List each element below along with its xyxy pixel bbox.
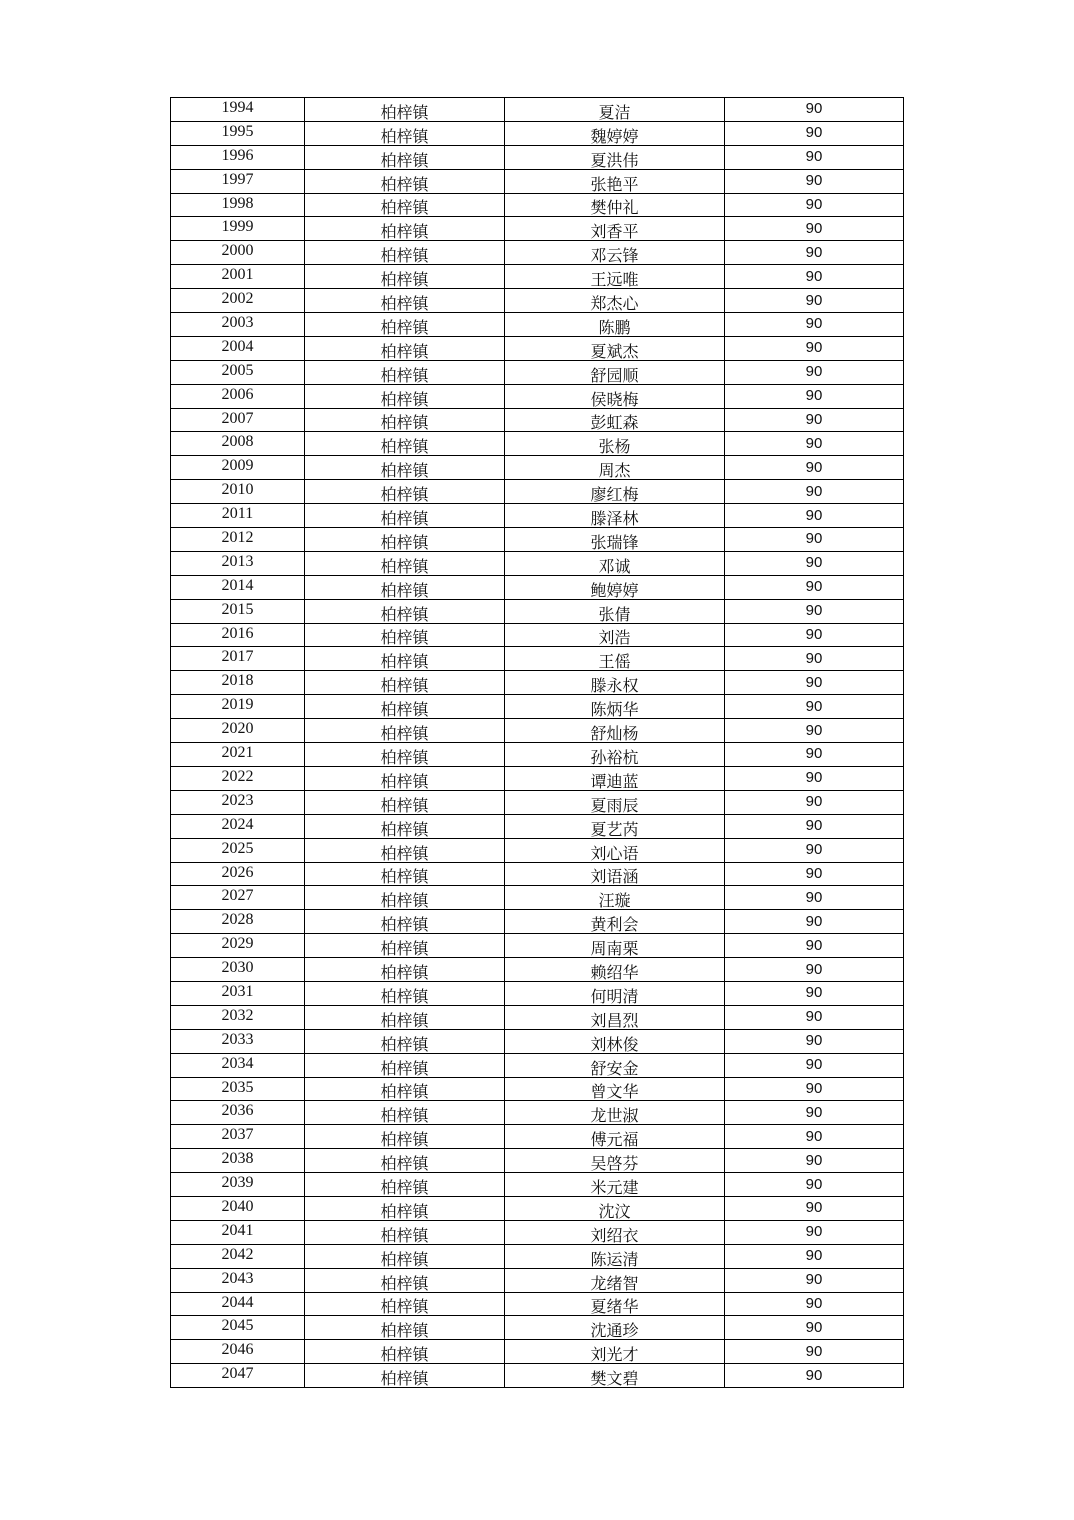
- table-row: [171, 289, 904, 313]
- name-cell: 夏雨辰: [505, 790, 725, 814]
- serial-number-cell: 2008: [171, 432, 305, 456]
- name-cell: 邓诚: [505, 551, 725, 575]
- town-cell: 柏梓镇: [305, 719, 505, 743]
- table-row: [171, 1101, 904, 1125]
- serial-number-cell: 2025: [171, 838, 305, 862]
- serial-number-cell: 2047: [171, 1364, 305, 1388]
- serial-number-cell: 2005: [171, 360, 305, 384]
- name-cell: 周杰: [505, 456, 725, 480]
- serial-number-cell: 1995: [171, 121, 305, 145]
- table-row: [171, 432, 904, 456]
- serial-number-cell: 2040: [171, 1196, 305, 1220]
- score-cell: 90: [725, 360, 904, 384]
- serial-number-cell: 2038: [171, 1149, 305, 1173]
- serial-number-cell: 1997: [171, 169, 305, 193]
- table-row: [171, 695, 904, 719]
- score-cell: 90: [725, 981, 904, 1005]
- serial-number-cell: 2028: [171, 910, 305, 934]
- name-cell: 鲍婷婷: [505, 575, 725, 599]
- name-cell: 樊文碧: [505, 1364, 725, 1388]
- name-cell: 刘浩: [505, 623, 725, 647]
- town-cell: 柏梓镇: [305, 599, 505, 623]
- serial-number-cell: 2043: [171, 1268, 305, 1292]
- roster-table: [170, 97, 904, 1388]
- table-row: [171, 575, 904, 599]
- name-cell: 黄利会: [505, 910, 725, 934]
- score-cell: 90: [725, 719, 904, 743]
- table-row: [171, 217, 904, 241]
- town-cell: 柏梓镇: [305, 1077, 505, 1101]
- table-row: [171, 862, 904, 886]
- table-row: [171, 1268, 904, 1292]
- name-cell: 张艳平: [505, 169, 725, 193]
- town-cell: 柏梓镇: [305, 121, 505, 145]
- table-row: [171, 981, 904, 1005]
- name-cell: 樊仲礼: [505, 193, 725, 217]
- town-cell: 柏梓镇: [305, 241, 505, 265]
- score-cell: 90: [725, 98, 904, 122]
- name-cell: 夏艺芮: [505, 814, 725, 838]
- name-cell: 刘昌烈: [505, 1005, 725, 1029]
- table-row: [171, 98, 904, 122]
- name-cell: 周南栗: [505, 934, 725, 958]
- name-cell: 王傜: [505, 647, 725, 671]
- table-row: [171, 766, 904, 790]
- table-row: [171, 1292, 904, 1316]
- serial-number-cell: 2039: [171, 1173, 305, 1197]
- name-cell: 孙裕杭: [505, 743, 725, 767]
- score-cell: 90: [725, 1244, 904, 1268]
- town-cell: 柏梓镇: [305, 193, 505, 217]
- town-cell: 柏梓镇: [305, 265, 505, 289]
- town-cell: 柏梓镇: [305, 647, 505, 671]
- name-cell: 傅元福: [505, 1125, 725, 1149]
- town-cell: 柏梓镇: [305, 480, 505, 504]
- serial-number-cell: 2035: [171, 1077, 305, 1101]
- name-cell: 刘心语: [505, 838, 725, 862]
- serial-number-cell: 1994: [171, 98, 305, 122]
- name-cell: 张瑞锋: [505, 528, 725, 552]
- serial-number-cell: 1996: [171, 145, 305, 169]
- score-cell: 90: [725, 1196, 904, 1220]
- table-row: [171, 958, 904, 982]
- town-cell: 柏梓镇: [305, 958, 505, 982]
- table-row: [171, 814, 904, 838]
- serial-number-cell: 2014: [171, 575, 305, 599]
- town-cell: 柏梓镇: [305, 1196, 505, 1220]
- serial-number-cell: 2016: [171, 623, 305, 647]
- score-cell: 90: [725, 1316, 904, 1340]
- name-cell: 沈通珍: [505, 1316, 725, 1340]
- town-cell: 柏梓镇: [305, 360, 505, 384]
- table-row: [171, 1125, 904, 1149]
- serial-number-cell: 2036: [171, 1101, 305, 1125]
- town-cell: 柏梓镇: [305, 862, 505, 886]
- name-cell: 张杨: [505, 432, 725, 456]
- town-cell: 柏梓镇: [305, 814, 505, 838]
- score-cell: 90: [725, 528, 904, 552]
- score-cell: 90: [725, 1005, 904, 1029]
- serial-number-cell: 2024: [171, 814, 305, 838]
- score-cell: 90: [725, 217, 904, 241]
- table-row: [171, 265, 904, 289]
- town-cell: 柏梓镇: [305, 1268, 505, 1292]
- roster-table-body: [171, 98, 904, 1388]
- table-row: [171, 480, 904, 504]
- table-row: [171, 934, 904, 958]
- name-cell: 谭迪蓝: [505, 766, 725, 790]
- serial-number-cell: 2020: [171, 719, 305, 743]
- score-cell: 90: [725, 336, 904, 360]
- table-row: [171, 1077, 904, 1101]
- town-cell: 柏梓镇: [305, 1220, 505, 1244]
- serial-number-cell: 2046: [171, 1340, 305, 1364]
- town-cell: 柏梓镇: [305, 671, 505, 695]
- score-cell: 90: [725, 958, 904, 982]
- score-cell: 90: [725, 504, 904, 528]
- serial-number-cell: 2023: [171, 790, 305, 814]
- name-cell: 米元建: [505, 1173, 725, 1197]
- town-cell: 柏梓镇: [305, 1053, 505, 1077]
- serial-number-cell: 2029: [171, 934, 305, 958]
- score-cell: 90: [725, 862, 904, 886]
- name-cell: 郑杰心: [505, 289, 725, 313]
- score-cell: 90: [725, 1125, 904, 1149]
- name-cell: 彭虹森: [505, 408, 725, 432]
- serial-number-cell: 2003: [171, 313, 305, 337]
- town-cell: 柏梓镇: [305, 384, 505, 408]
- table-row: [171, 360, 904, 384]
- score-cell: 90: [725, 1029, 904, 1053]
- name-cell: 廖红梅: [505, 480, 725, 504]
- score-cell: 90: [725, 551, 904, 575]
- town-cell: 柏梓镇: [305, 217, 505, 241]
- table-row: [171, 504, 904, 528]
- table-row: [171, 1364, 904, 1388]
- serial-number-cell: 2011: [171, 504, 305, 528]
- table-row: [171, 1005, 904, 1029]
- serial-number-cell: 2000: [171, 241, 305, 265]
- serial-number-cell: 2042: [171, 1244, 305, 1268]
- score-cell: 90: [725, 766, 904, 790]
- name-cell: 刘语涵: [505, 862, 725, 886]
- table-row: [171, 1029, 904, 1053]
- serial-number-cell: 2006: [171, 384, 305, 408]
- town-cell: 柏梓镇: [305, 1005, 505, 1029]
- town-cell: 柏梓镇: [305, 1340, 505, 1364]
- serial-number-cell: 2017: [171, 647, 305, 671]
- score-cell: 90: [725, 695, 904, 719]
- name-cell: 何明清: [505, 981, 725, 1005]
- score-cell: 90: [725, 1340, 904, 1364]
- serial-number-cell: 2026: [171, 862, 305, 886]
- town-cell: 柏梓镇: [305, 313, 505, 337]
- town-cell: 柏梓镇: [305, 743, 505, 767]
- table-row: [171, 1196, 904, 1220]
- score-cell: 90: [725, 456, 904, 480]
- table-row: [171, 790, 904, 814]
- serial-number-cell: 1998: [171, 193, 305, 217]
- table-row: [171, 743, 904, 767]
- town-cell: 柏梓镇: [305, 528, 505, 552]
- town-cell: 柏梓镇: [305, 1173, 505, 1197]
- table-row: [171, 145, 904, 169]
- town-cell: 柏梓镇: [305, 551, 505, 575]
- score-cell: 90: [725, 814, 904, 838]
- town-cell: 柏梓镇: [305, 1149, 505, 1173]
- name-cell: 刘香平: [505, 217, 725, 241]
- name-cell: 刘林俊: [505, 1029, 725, 1053]
- serial-number-cell: 2022: [171, 766, 305, 790]
- town-cell: 柏梓镇: [305, 1244, 505, 1268]
- table-row: [171, 623, 904, 647]
- score-cell: 90: [725, 121, 904, 145]
- score-cell: 90: [725, 886, 904, 910]
- name-cell: 龙世淑: [505, 1101, 725, 1125]
- table-row: [171, 551, 904, 575]
- table-row: [171, 528, 904, 552]
- serial-number-cell: 2045: [171, 1316, 305, 1340]
- serial-number-cell: 2018: [171, 671, 305, 695]
- score-cell: 90: [725, 193, 904, 217]
- score-cell: 90: [725, 1077, 904, 1101]
- town-cell: 柏梓镇: [305, 456, 505, 480]
- town-cell: 柏梓镇: [305, 886, 505, 910]
- score-cell: 90: [725, 623, 904, 647]
- name-cell: 龙绪智: [505, 1268, 725, 1292]
- town-cell: 柏梓镇: [305, 695, 505, 719]
- score-cell: 90: [725, 1220, 904, 1244]
- score-cell: 90: [725, 1053, 904, 1077]
- table-row: [171, 1244, 904, 1268]
- town-cell: 柏梓镇: [305, 289, 505, 313]
- score-cell: 90: [725, 838, 904, 862]
- serial-number-cell: 1999: [171, 217, 305, 241]
- table-row: [171, 313, 904, 337]
- town-cell: 柏梓镇: [305, 1101, 505, 1125]
- table-row: [171, 910, 904, 934]
- serial-number-cell: 2019: [171, 695, 305, 719]
- name-cell: 夏绪华: [505, 1292, 725, 1316]
- serial-number-cell: 2013: [171, 551, 305, 575]
- table-row: [171, 838, 904, 862]
- town-cell: 柏梓镇: [305, 408, 505, 432]
- name-cell: 夏洁: [505, 98, 725, 122]
- town-cell: 柏梓镇: [305, 1316, 505, 1340]
- serial-number-cell: 2007: [171, 408, 305, 432]
- serial-number-cell: 2001: [171, 265, 305, 289]
- name-cell: 赖绍华: [505, 958, 725, 982]
- table-row: [171, 1173, 904, 1197]
- serial-number-cell: 2041: [171, 1220, 305, 1244]
- name-cell: 夏斌杰: [505, 336, 725, 360]
- name-cell: 魏婷婷: [505, 121, 725, 145]
- name-cell: 夏洪伟: [505, 145, 725, 169]
- town-cell: 柏梓镇: [305, 575, 505, 599]
- name-cell: 邓云锋: [505, 241, 725, 265]
- score-cell: 90: [725, 1364, 904, 1388]
- name-cell: 陈运清: [505, 1244, 725, 1268]
- score-cell: 90: [725, 790, 904, 814]
- table-row: [171, 121, 904, 145]
- table-row: [171, 456, 904, 480]
- serial-number-cell: 2012: [171, 528, 305, 552]
- serial-number-cell: 2044: [171, 1292, 305, 1316]
- town-cell: 柏梓镇: [305, 623, 505, 647]
- serial-number-cell: 2034: [171, 1053, 305, 1077]
- table-row: [171, 1316, 904, 1340]
- name-cell: 舒园顺: [505, 360, 725, 384]
- name-cell: 曾文华: [505, 1077, 725, 1101]
- name-cell: 滕永权: [505, 671, 725, 695]
- serial-number-cell: 2027: [171, 886, 305, 910]
- score-cell: 90: [725, 1173, 904, 1197]
- score-cell: 90: [725, 169, 904, 193]
- table-row: [171, 671, 904, 695]
- serial-number-cell: 2021: [171, 743, 305, 767]
- score-cell: 90: [725, 1149, 904, 1173]
- table-row: [171, 1340, 904, 1364]
- table-row: [171, 1149, 904, 1173]
- table-row: [171, 1053, 904, 1077]
- name-cell: 舒安金: [505, 1053, 725, 1077]
- serial-number-cell: 2033: [171, 1029, 305, 1053]
- serial-number-cell: 2004: [171, 336, 305, 360]
- serial-number-cell: 2032: [171, 1005, 305, 1029]
- town-cell: 柏梓镇: [305, 432, 505, 456]
- table-row: [171, 336, 904, 360]
- name-cell: 刘绍衣: [505, 1220, 725, 1244]
- town-cell: 柏梓镇: [305, 1292, 505, 1316]
- town-cell: 柏梓镇: [305, 504, 505, 528]
- table-row: [171, 719, 904, 743]
- score-cell: 90: [725, 575, 904, 599]
- table-row: [171, 1220, 904, 1244]
- table-row: [171, 169, 904, 193]
- name-cell: 滕泽林: [505, 504, 725, 528]
- town-cell: 柏梓镇: [305, 790, 505, 814]
- town-cell: 柏梓镇: [305, 336, 505, 360]
- score-cell: 90: [725, 241, 904, 265]
- table-row: [171, 384, 904, 408]
- serial-number-cell: 2002: [171, 289, 305, 313]
- name-cell: 舒灿杨: [505, 719, 725, 743]
- score-cell: 90: [725, 480, 904, 504]
- score-cell: 90: [725, 1268, 904, 1292]
- table-row: [171, 408, 904, 432]
- town-cell: 柏梓镇: [305, 145, 505, 169]
- table-row: [171, 193, 904, 217]
- score-cell: 90: [725, 743, 904, 767]
- town-cell: 柏梓镇: [305, 169, 505, 193]
- town-cell: 柏梓镇: [305, 766, 505, 790]
- score-cell: 90: [725, 910, 904, 934]
- score-cell: 90: [725, 934, 904, 958]
- name-cell: 王远唯: [505, 265, 725, 289]
- score-cell: 90: [725, 647, 904, 671]
- score-cell: 90: [725, 289, 904, 313]
- score-cell: 90: [725, 432, 904, 456]
- serial-number-cell: 2037: [171, 1125, 305, 1149]
- score-cell: 90: [725, 671, 904, 695]
- name-cell: 吴啓芬: [505, 1149, 725, 1173]
- name-cell: 汪璇: [505, 886, 725, 910]
- town-cell: 柏梓镇: [305, 98, 505, 122]
- table-row: [171, 599, 904, 623]
- table-row: [171, 241, 904, 265]
- name-cell: 沈汶: [505, 1196, 725, 1220]
- name-cell: 侯晓梅: [505, 384, 725, 408]
- town-cell: 柏梓镇: [305, 981, 505, 1005]
- serial-number-cell: 2031: [171, 981, 305, 1005]
- score-cell: 90: [725, 384, 904, 408]
- name-cell: 陈鹏: [505, 313, 725, 337]
- serial-number-cell: 2030: [171, 958, 305, 982]
- table-row: [171, 886, 904, 910]
- score-cell: 90: [725, 1292, 904, 1316]
- score-cell: 90: [725, 145, 904, 169]
- town-cell: 柏梓镇: [305, 1029, 505, 1053]
- name-cell: 张倩: [505, 599, 725, 623]
- serial-number-cell: 2010: [171, 480, 305, 504]
- serial-number-cell: 2009: [171, 456, 305, 480]
- town-cell: 柏梓镇: [305, 934, 505, 958]
- name-cell: 刘光才: [505, 1340, 725, 1364]
- score-cell: 90: [725, 265, 904, 289]
- town-cell: 柏梓镇: [305, 1125, 505, 1149]
- table-row: [171, 647, 904, 671]
- serial-number-cell: 2015: [171, 599, 305, 623]
- score-cell: 90: [725, 1101, 904, 1125]
- score-cell: 90: [725, 408, 904, 432]
- name-cell: 陈炳华: [505, 695, 725, 719]
- town-cell: 柏梓镇: [305, 838, 505, 862]
- town-cell: 柏梓镇: [305, 910, 505, 934]
- score-cell: 90: [725, 313, 904, 337]
- score-cell: 90: [725, 599, 904, 623]
- town-cell: 柏梓镇: [305, 1364, 505, 1388]
